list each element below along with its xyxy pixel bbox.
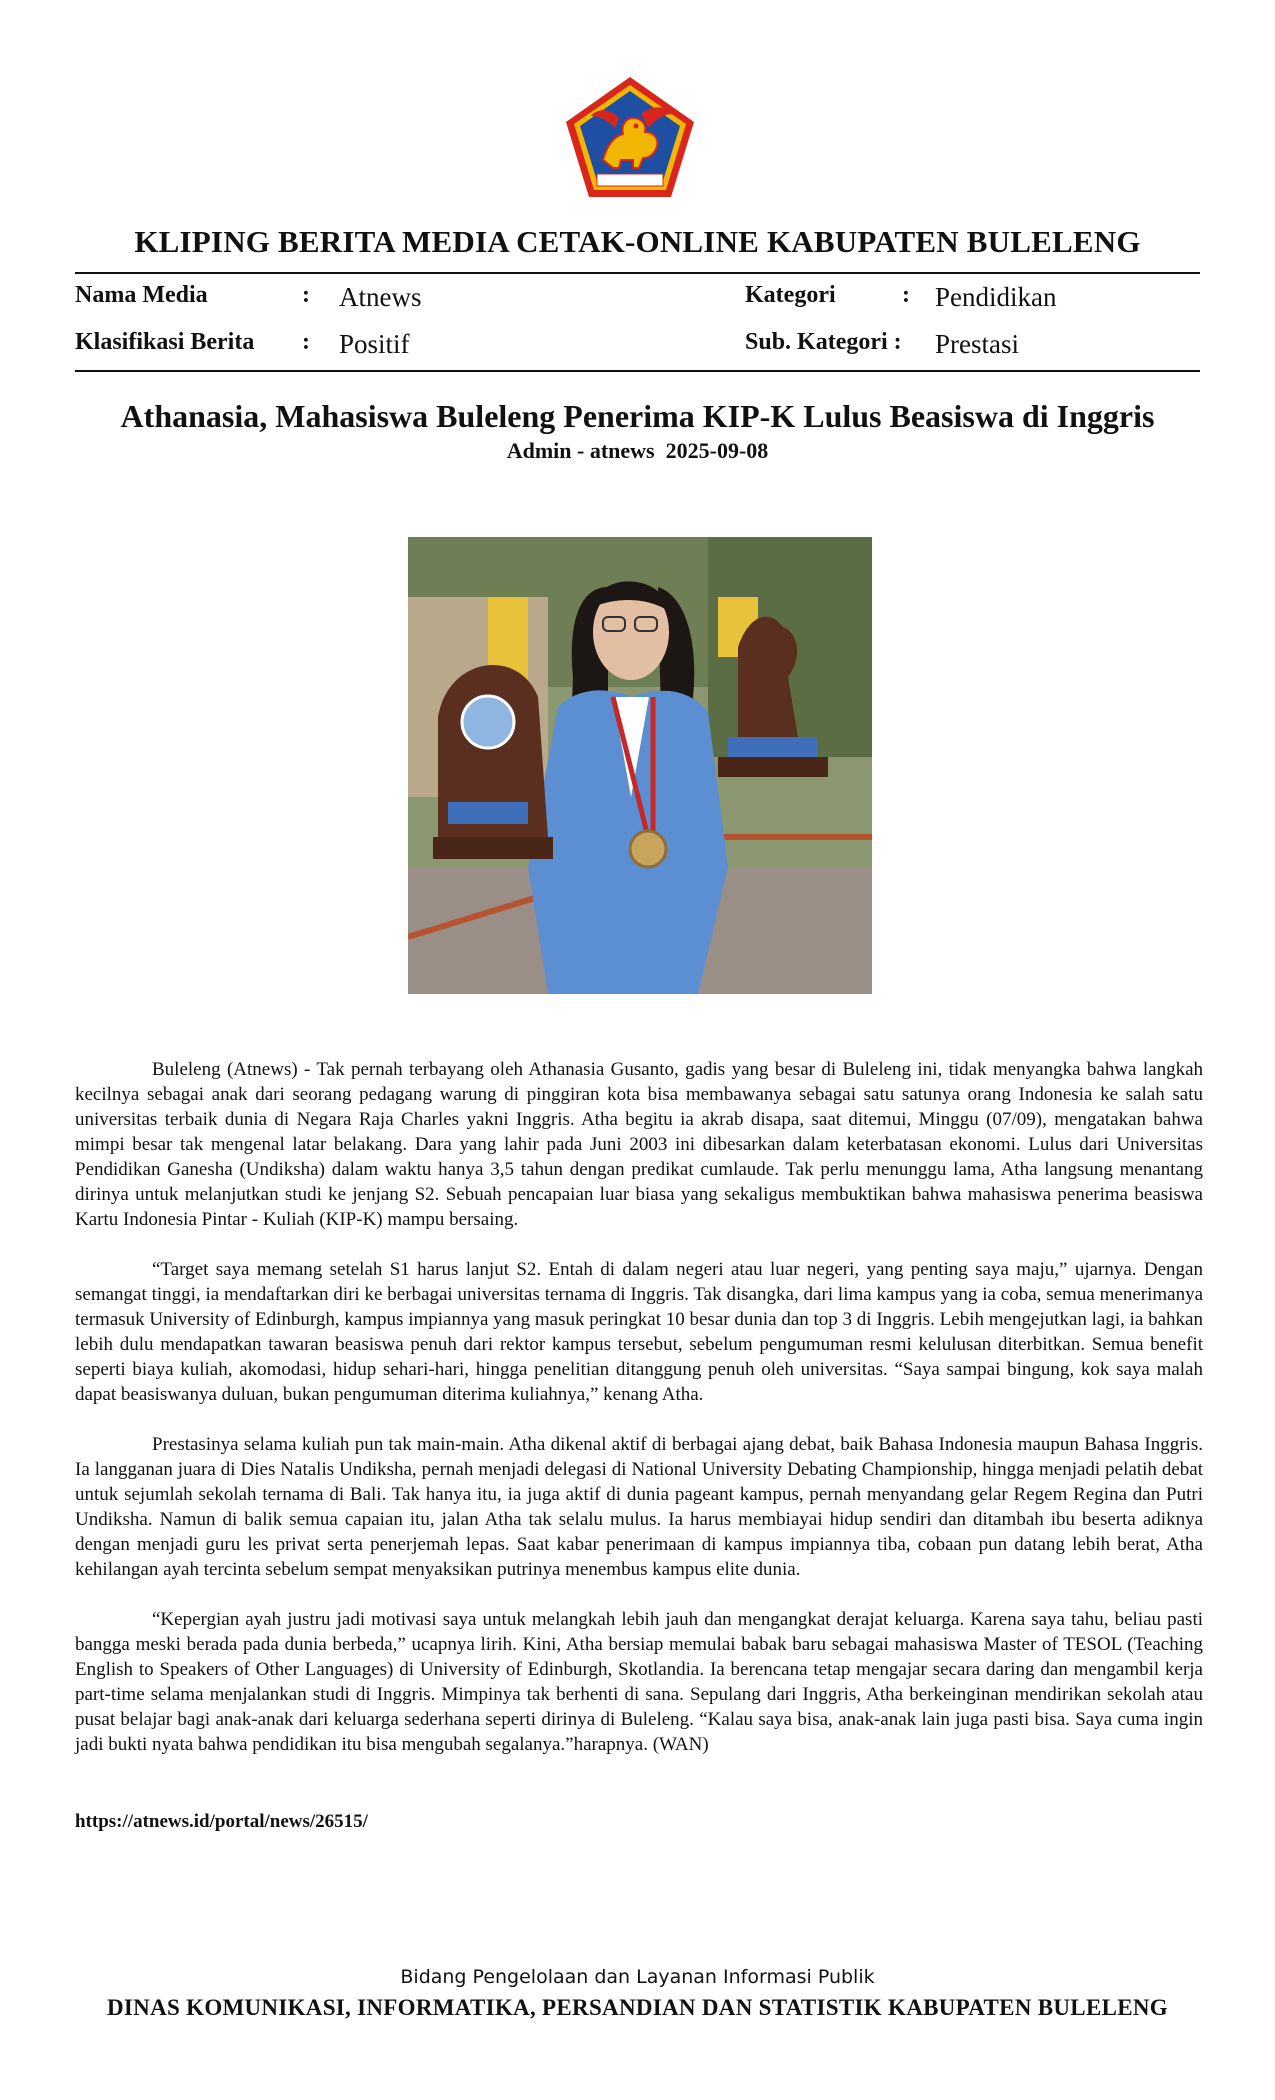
regency-logo xyxy=(563,74,697,200)
article-author: Admin - atnews xyxy=(506,438,655,463)
classification-label: Klasifikasi Berita xyxy=(75,329,255,355)
article-paragraph: “Target saya memang setelah S1 harus lanjut S2. Entah di dalam negeri atau luar negeri, yang penting saya maju,” ujarnya. Dengan semangat tinggi, ia mendaftarkan diri ke berbagai universitas ternama di Inggris. Tak disangka, dari lima kampus yang ia coba, semua menerimanya termasuk University of Edinburgh, kampus impiannya yang masuk peringkat 10 besar dunia dan top 3 di Inggris. Lebih mengejutkan lagi, ia bahkan lebih dulu mendapatkan tawaran beasiswa penuh dari rektor kampus tersebut, sebelum pengumuman resmi kelulusan diterbitkan. Semua benefit seperti biaya kuliah, akomodasi, hidup sehari-hari, hingga penelitian ditanggung penuh oleh universitas. “Saya sampai bingung, kok saya malah dapat beasiswanya duluan, bukan pengumuman diterima kuliahnya,” kenang Atha. xyxy=(75,1259,1203,1405)
footer-agency: DINAS KOMUNIKASI, INFORMATIKA, PERSANDIAN DAN STATISTIK KABUPATEN BULELENG xyxy=(107,1995,1168,2020)
media-name-value: Atnews xyxy=(339,282,422,312)
divider-bottom xyxy=(75,370,1200,372)
category-value: Pendidikan xyxy=(935,282,1057,312)
article-paragraph: “Kepergian ayah justru jadi motivasi saya untuk melangkah lebih jauh dan mengangkat derajat keluarga. Karena saya tahu, beliau pasti bangga meski berada pada dunia berbeda,” ucapnya lirih. Kini, Atha bersiap memulai babak baru sebagai mahasiswa Master of TESOL (Teaching English to Speakers of Other Languages) di University of Edinburgh, Skotlandia. Ia berencana tetap mengajar secara daring dan mengambil kerja part-time selama menjalankan studi di Inggris. Mimpinya tak berhenti di sana. Sepulang dari Inggris, Atha berkeinginan mendirikan sekolah atau pusat belajar bagi anak-anak dari keluarga sederhana seperti dirinya di Buleleng. “Kalau saya bisa, anak-anak lain juga pasti bisa. Saya cuma ingin jadi bukti nyata bahwa pendidikan itu bisa mengubah segalanya.”harapnya. (WAN) xyxy=(75,1609,1203,1755)
footer-department: Bidang Pengelolaan dan Layanan Informasi Publik xyxy=(400,1966,875,1988)
media-name-label: Nama Media xyxy=(75,282,208,308)
classification-colon: : xyxy=(302,329,310,355)
article-photo xyxy=(408,537,872,994)
category-label: Kategori xyxy=(745,282,836,308)
category-colon: : xyxy=(902,282,910,308)
document-title: KLIPING BERITA MEDIA CETAK-ONLINE KABUPATEN BULELENG xyxy=(134,224,1141,259)
singa-ambara-raja-emblem-icon xyxy=(563,74,697,200)
divider-top xyxy=(75,272,1200,274)
source-link[interactable]: https://atnews.id/portal/news/26515/ xyxy=(75,1811,368,1832)
article-body xyxy=(75,1057,1203,1782)
article-byline xyxy=(0,438,1275,464)
classification-value: Positif xyxy=(339,329,410,359)
subcategory-value: Prestasi xyxy=(935,329,1019,359)
subcategory-label: Sub. Kategori : xyxy=(745,329,902,355)
article-paragraph: Buleleng (Atnews) - Tak pernah terbayang oleh Athanasia Gusanto, gadis yang besar di Buleleng ini, tidak menyangka bahwa langkah kecilnya sebagai anak dari seorang pedagang warung di pinggiran kota bisa membawanya sebagai satu satunya orang Indonesia ke salah satu universitas terbaik dunia di Negara Raja Charles yakni Inggris. Atha begitu ia akrab disapa, saat ditemui, Minggu (07/09), mengatakan bahwa mimpi besar tak mengenal latar belakang. Dara yang lahir pada Juni 2003 ini dibesarkan dalam keterbatasan ekonomi. Lulus dari Universitas Pendidikan Ganesha (Undiksha) dalam waktu hanya 3,5 tahun dengan predikat cumlaude. Tak perlu menunggu lama, Atha langsung menantang dirinya untuk melanjutkan studi ke jenjang S2. Sebuah pencapaian luar biasa yang sekaligus membuktikan bahwa mahasiswa penerima beasiswa Kartu Indonesia Pintar - Kuliah (KIP-K) mampu bersaing. xyxy=(75,1059,1203,1230)
article-date: 2025-09-08 xyxy=(665,438,769,463)
article-paragraph: Prestasinya selama kuliah pun tak main-main. Atha dikenal aktif di berbagai ajang debat, baik Bahasa Indonesia maupun Bahasa Inggris. Ia langganan juara di Dies Natalis Undiksha, pernah menjadi delegasi di National University Debating Championship, hingga menjadi pelatih debat untuk sejumlah sekolah ternama di Bali. Tak hanya itu, ia juga aktif di dunia pageant kampus, pernah menyandang gelar Regem Regina dan Putri Undiksha. Namun di balik semua capaian itu, jalan Atha tak selalu mulus. Ia harus membiayai hidup sendiri dan ditambah ibu beserta adiknya dengan menjadi guru les privat serta penerjemah lepas. Saat kabar penerimaan di kampus impiannya tiba, cobaan pun datang lebih berat, Atha kehilangan ayah tercinta sebelum sempat menyaksikan putrinya menembus kampus elite dunia. xyxy=(75,1434,1203,1580)
media-name-colon: : xyxy=(302,282,310,308)
article-headline: Athanasia, Mahasiswa Buleleng Penerima KIP-K Lulus Beasiswa di Inggris xyxy=(120,398,1155,434)
